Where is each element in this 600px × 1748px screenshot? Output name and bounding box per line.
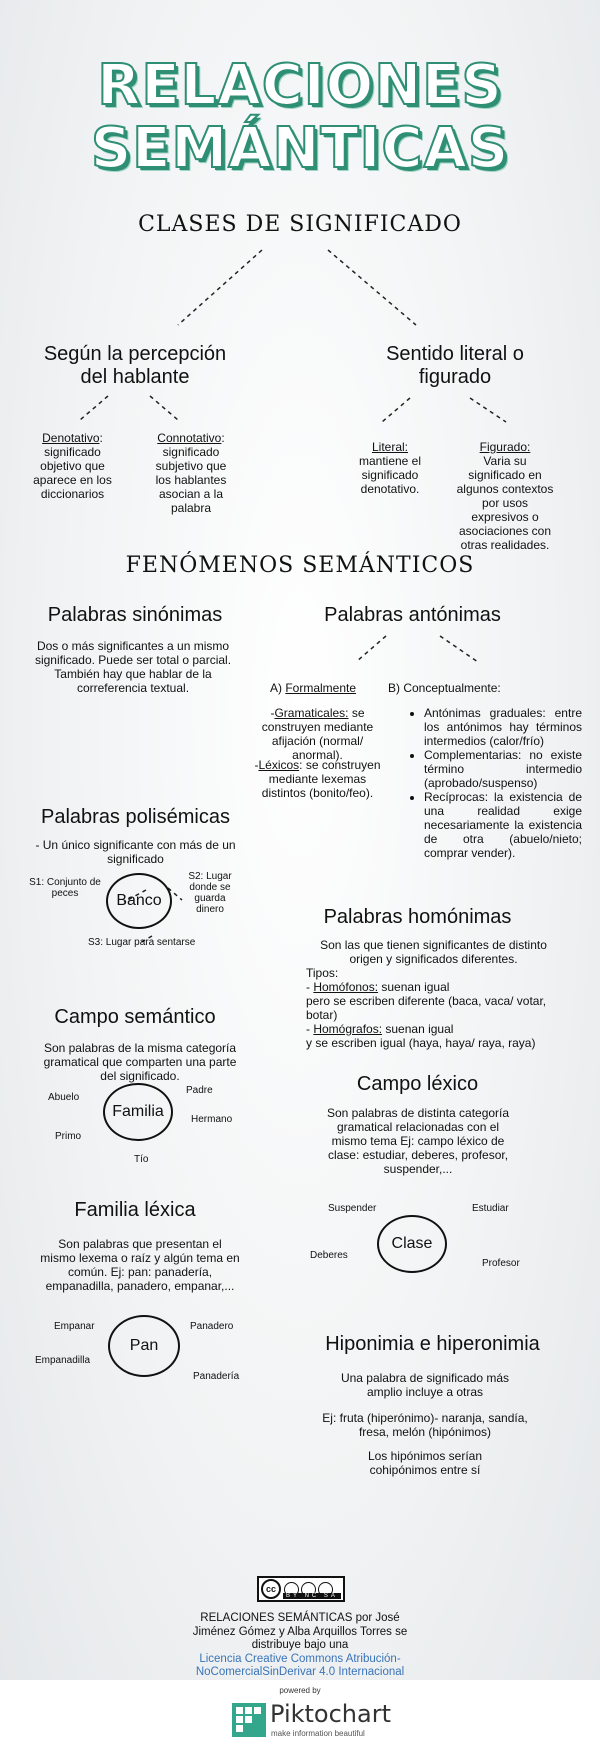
- literal-term: Literal:: [371, 440, 409, 454]
- denotativo-text: : significado objetivo que aparece en los diccionarios: [33, 431, 112, 501]
- license-line: RELACIONES SEMÁNTICAS por José Jiménez Gómez y Alba Arquillos Torres se distribuye bajo una: [192, 1612, 408, 1651]
- figurado-text: Varia su significado en algunos contextos por usos expresivos o asociaciones con otras realidades.: [456, 454, 554, 552]
- piktochart-brand[interactable]: Piktochart: [270, 1700, 391, 1728]
- gramaticales-prefix: -: [270, 706, 275, 720]
- connotativo-term: Connotativo: [157, 431, 222, 445]
- connotativo-block: [150, 431, 232, 515]
- campo-semantico-heading: Campo semántico: [54, 1006, 216, 1028]
- cc-badge-bottom: BY NC SA: [283, 1593, 341, 1599]
- polisemicas-heading: Palabras polisémicas: [41, 806, 230, 828]
- antonimas-a-label: Formalmente: [285, 681, 357, 695]
- piktochart-logo-icon[interactable]: [232, 1703, 266, 1737]
- cc-icon: cc: [261, 1579, 281, 1599]
- figurado-block: [455, 440, 555, 552]
- hermano-word: Hermano: [191, 1114, 233, 1125]
- homonimas-heading: Palabras homónimas: [323, 906, 512, 928]
- estudiar-word: Estudiar: [472, 1203, 509, 1214]
- familia-lexica-heading: Familia léxica: [74, 1199, 196, 1221]
- padre-word: Padre: [186, 1085, 213, 1096]
- homonimas-tipos: Tipos:: [306, 966, 339, 980]
- left-branch-heading: Según la percepción del hablante: [43, 343, 227, 388]
- license-text: [185, 1612, 415, 1680]
- hiponimia-p2: Ej: fruta (hiperónimo)- naranja, sandía, fresa, melón (hipónimos): [322, 1411, 528, 1439]
- s2-label: S2: Lugar donde se guarda dinero: [188, 871, 232, 915]
- homografos-prefix: -: [306, 1022, 314, 1036]
- homofonos-a: suenan igual: [378, 980, 450, 994]
- list-item: • Complementarias: no existe término intermedio (aprobado/suspenso): [424, 748, 582, 790]
- campo-lexico-text: Son palabras de distinta categoría gramatical relacionadas con el mismo tema Ej: campo léxico de clase: estudiar, deberes, profesor, suspender,...: [326, 1106, 510, 1176]
- antonimas-heading: Palabras antónimas: [324, 604, 501, 626]
- familia-lexica-text: Son palabras que presentan el mismo lexema o raíz y algún tema en común. Ej: pan: panadería, empanadilla, panadero, empanar,...: [40, 1237, 240, 1293]
- hiponimia-heading: Hiponimia e hiperonimia: [325, 1333, 540, 1355]
- sinonimas-heading: Palabras sinónimas: [47, 604, 223, 626]
- homofonos-term: Homófonos:: [313, 980, 379, 994]
- abuelo-word: Abuelo: [48, 1092, 80, 1103]
- primo-word: Primo: [55, 1131, 82, 1142]
- gramaticales-block: [250, 706, 385, 762]
- literal-block: [350, 440, 430, 496]
- homofonos-prefix: -: [306, 980, 314, 994]
- lexicos-prefix: -: [254, 758, 259, 772]
- campo-lexico-heading: Campo léxico: [356, 1073, 479, 1095]
- antonimas-b-label: B) Conceptualmente:: [388, 681, 501, 695]
- homografos-line: [306, 1022, 561, 1036]
- empanadilla-word: Empanadilla: [35, 1355, 91, 1366]
- homonimas-block: [306, 938, 561, 1050]
- hiponimia-p3: Los hipónimos serían cohipónimos entre sí: [367, 1449, 483, 1477]
- homografos-b: y se escriben igual (haya, haya/ raya, raya): [306, 1036, 536, 1050]
- figurado-term: Figurado:: [479, 440, 531, 454]
- title-line-1: RELACIONES: [97, 53, 503, 118]
- clase-circle: Clase: [377, 1215, 447, 1273]
- polisemicas-text: - Un único significante con más de un significado: [35, 838, 236, 866]
- cc-license-badge[interactable]: [257, 1576, 345, 1602]
- list-item: • Antónimas graduales: entre los antónimos hay términos intermedios (calor/frío): [424, 706, 582, 748]
- denotativo-term: Denotativo: [42, 431, 100, 445]
- homofonos-b: pero se escriben diferente (baca, vaca/ votar, botar): [306, 994, 547, 1022]
- pan-circle: Pan: [108, 1315, 180, 1377]
- clases-heading: CLASES DE SIGNIFICADO: [138, 212, 462, 237]
- license-link[interactable]: Licencia Creative Commons Atribución-NoComercialSinDerivar 4.0 Internacional: [195, 1652, 405, 1678]
- homonimas-intro: Son las que tienen significantes de distinto origen y significados diferentes.: [320, 938, 547, 966]
- sinonimas-text: Dos o más significantes a un mismo significado. Puede ser total o parcial. También hay que hablar de la correferencia textual.: [34, 639, 232, 695]
- piktochart-tagline: make information beautiful: [271, 1729, 365, 1738]
- connotativo-text: : significado subjetivo que los hablantes asocian a la palabra: [155, 431, 227, 515]
- denotativo-block: [30, 431, 115, 501]
- powered-by: powered by: [279, 1686, 321, 1695]
- title-line-2: SEMÁNTICAS: [90, 116, 510, 181]
- antonimas-a-prefix: A): [270, 681, 286, 695]
- fenomenos-heading: FENÓMENOS SEMÁNTICOS: [125, 553, 475, 578]
- familia-circle: Familia: [103, 1083, 173, 1141]
- campo-semantico-text: Son palabras de la misma categoría gramatical que comparten una parte del significado.: [43, 1041, 237, 1083]
- literal-text: mantiene el significado denotativo.: [358, 454, 422, 496]
- deberes-word: Deberes: [310, 1250, 348, 1261]
- antonimas-a: [270, 681, 356, 695]
- lexicos-text: : se construyen mediante lexemas distintos (bonito/feo).: [261, 758, 381, 800]
- homofonos-line: [306, 980, 561, 994]
- hiponimia-p1: Una palabra de significado más amplio incluye a otras: [340, 1371, 510, 1399]
- panadero-word: Panadero: [190, 1321, 234, 1332]
- homografos-term: Homógrafos:: [313, 1022, 383, 1036]
- gramaticales-term: Gramaticales:: [274, 706, 349, 720]
- lexicos-term: Léxicos: [258, 758, 300, 772]
- list-item: • Recíprocas: la existencia de una realidad exige necesariamente la existencia de otra (abuelo/nieto; comprar vender).: [424, 790, 582, 860]
- profesor-word: Profesor: [482, 1258, 520, 1269]
- s3-label: S3: Lugar para sentarse: [88, 937, 196, 948]
- s1-label: S1: Conjunto de peces: [29, 877, 101, 899]
- homografos-a: suenan igual: [382, 1022, 454, 1036]
- lexicos-block: [250, 758, 385, 800]
- banco-circle: Banco: [106, 873, 172, 929]
- gramaticales-text: se construyen mediante afijación (normal/ anormal).: [261, 706, 374, 762]
- right-branch-heading: Sentido literal o figurado: [386, 343, 524, 388]
- tio-word: Tío: [134, 1154, 149, 1165]
- empanar-word: Empanar: [54, 1321, 95, 1332]
- panaderia-word: Panadería: [193, 1371, 240, 1382]
- conceptual-list: [410, 706, 582, 860]
- suspender-word: Suspender: [328, 1203, 377, 1214]
